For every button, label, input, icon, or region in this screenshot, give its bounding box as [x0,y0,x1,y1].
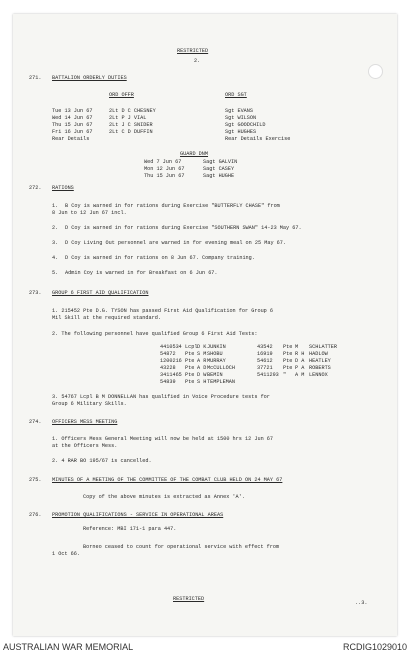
paragraph: 1. Officers Mess General Meeting will now be held at 1500 hrs 12 Jun 67 [52,436,274,442]
roster-officer: 2Lt D C CHESNEY [109,108,156,114]
roster-day: Wed 14 Jun 67 [52,115,93,121]
guard-title: GUARD DNM [180,151,209,157]
column-header-ord-offr: ORD OFFR [109,92,134,98]
section-number: 276. [29,512,42,518]
person-initials: M [295,344,299,350]
person-initials: R H [295,351,305,357]
credit-left: AUSTRALIAN WAR MEMORIAL [3,642,134,652]
roster-day: Tue 13 Jun 67 [52,108,93,114]
person-name: JUNKIN [207,344,226,350]
ration-item-number: 4. [52,255,59,261]
ration-item-text: B Coy is warned in for rations during Exercise "BUTTERFLY CHASE" from [65,203,280,209]
ration-item-text: 8 Jun to 12 Jun 67 incl. [52,210,127,216]
paragraph: at the Officers Mess. [52,443,118,449]
section-number: 273. [29,290,42,296]
ration-item-text: D Coy is warned in for rations during Exercise "SOUTHERN SWAN" 14-23 May 67. [65,225,302,231]
person-number: 43542 [257,344,273,350]
person-rank: Pte [283,365,293,371]
person-name: SCHLATTER [309,344,338,350]
credit-right: RCDIG1029010 [342,642,407,652]
roster-day: Fri 16 Jun 67 [52,129,93,135]
person-number: 54839 [160,379,176,385]
person-number: 1200216 [160,358,182,364]
person-initials: S H [197,379,207,385]
person-rank: Pte [185,372,195,378]
ration-item-text: D Coy Living Out personnel are warned in for evening meal on 25 May 67. [65,240,287,246]
ration-item-text: D Coy is warned in for rations on 8 Jun 67. Company training. [65,255,255,261]
roster-officer: 2Lt J C SNIDER [109,122,153,128]
person-initials: A D [197,365,207,371]
classification-footer: RESTRICTED [173,596,205,602]
person-name: McCULLOCH [207,365,236,371]
guard-day: Thu 15 Jun 67 [144,173,185,179]
roster-sergeant: Sgt GOODCHILD [225,122,266,128]
person-number: 5411293 [257,372,279,378]
section-title: MINUTES OF A MEETING OF THE COMMITTEE OF THE COMBAT CLUB HELD ON 24 MAY 67 [52,477,283,483]
section-title: OFFICERS MESS MEETING [52,419,118,425]
person-rank: Lcpl [185,344,198,350]
person-number: 54612 [257,358,273,364]
person-initials: P A [295,365,305,371]
ration-item-number: 2. [52,225,59,231]
roster-day: Thu 15 Jun 67 [52,122,93,128]
guard-nco: Sagt CASEY [203,166,235,172]
ration-item-text: Admin Coy is warned in for Breakfast on 6 Jun 67. [65,270,218,276]
person-number: 43228 [160,365,176,371]
person-name: SHOBU [207,351,223,357]
guard-day: Wed 7 Jun 67 [144,159,182,165]
roster-sergeant: Sgt HUGHES [225,129,257,135]
person-initials: D K [197,344,207,350]
person-name: BEMIN [207,372,223,378]
paragraph: 1 Oct 66. [52,551,81,557]
person-name: LENNOX [309,372,328,378]
paragraph: 1. 215452 Pte D.G. TYSON has passed First Aid Qualification for Group 6 [52,308,274,314]
section-title: GROUP 6 FIRST AID QUALIFICATION [52,290,149,296]
roster-sergeant: Sgt WILSON [225,115,257,121]
paragraph: 2. The following personnel have qualified Group 6 First Aid Tests: [52,331,258,337]
roster-officer: 2Lt C D DUFFIN [109,129,153,135]
person-rank: Pte [283,351,293,357]
person-rank: Pte [185,365,195,371]
ration-item-number: 1. [52,203,59,209]
section-number: 274. [29,419,42,425]
ration-item-number: 3. [52,240,59,246]
person-rank: Pte [185,351,195,357]
classification-header: RESTRICTED [177,48,209,54]
person-name: TEMPLEMAN [207,379,236,385]
section-title: PROMOTION QUALIFICATIONS - SERVICE IN OPERATIONAL AREAS [52,512,224,518]
paragraph: Borneo ceased to count for operational service with effect from [83,544,280,550]
column-header-ord-sgt: ORD SGT [225,92,247,98]
person-initials: S M [197,351,207,357]
page-number: 2. [194,58,201,64]
roster-day: Rear Details [52,136,90,142]
section-title: BATTALION ORDERLY DUTIES [52,75,127,81]
paragraph: Copy of the above minutes is extracted as Annex 'A'. [83,494,245,500]
paragraph: Mil Skill at the required standard. [52,315,161,321]
guard-day: Mon 12 Jun 67 [144,166,185,172]
person-number: 37721 [257,365,273,371]
roster-sergeant: Sgt EVANS [225,108,254,114]
paragraph: Group 6 Military Skills. [52,401,127,407]
person-name: MURRAY [207,358,226,364]
person-initials: D W [197,372,207,378]
archive-credit-bar [0,640,410,654]
person-number: 16919 [257,351,273,357]
punch-hole [368,64,383,79]
person-initials: A R [197,358,207,364]
section-number: 275. [29,477,42,483]
person-name: HADLOW [309,351,328,357]
roster-sergeant: Rear Details Exercise [225,136,291,142]
person-rank: Pte [283,344,293,350]
reference: Reference: MBI 171-1 para 447. [83,526,177,532]
paragraph: 2. 4 RAR BO 195/67 is cancelled. [52,458,152,464]
ration-item-number: 5. [52,270,59,276]
paragraph: 3. 54767 Lcpl B M DONNELLAN has qualified in Voice Procedure tests for [52,394,270,400]
person-rank: " [283,372,287,378]
person-rank: Pte [185,358,195,364]
person-number: 4410534 [160,344,182,350]
person-name: ROBERTS [309,365,331,371]
person-initials: D A [295,358,305,364]
person-name: HEATLEY [309,358,331,364]
guard-nco: Sagt HUGHE [203,173,235,179]
person-number: 3411465 [160,372,182,378]
person-number: 54872 [160,351,176,357]
section-title: RATIONS [52,185,74,191]
roster-officer: 2Lt P J VIAL [109,115,147,121]
person-rank: Pte [283,358,293,364]
guard-nco: Sagt GALVIN [203,159,238,165]
next-page-marker: ..3. [355,600,368,606]
section-number: 272. [29,185,42,191]
person-rank: Pte [185,379,195,385]
person-initials: A M [295,372,305,378]
section-number: 271. [29,75,42,81]
document-page [13,14,397,636]
